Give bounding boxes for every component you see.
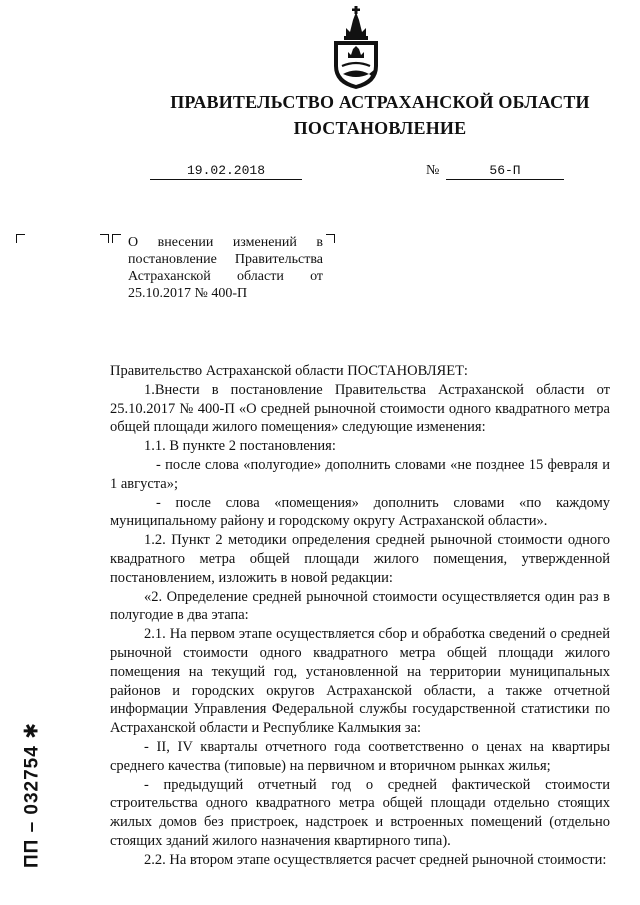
corner-mark-left: [16, 234, 25, 243]
paragraph: - предыдущий отчетный год о средней фактической стоимости строительства одного квадратного метра общей площади отдельно стоящих жилых домов без пристроек, надстроек и встроенных помещений (отдельно стоящих зданий жилого назначения квартирного типа).: [110, 776, 610, 849]
decree-number: 56-П: [446, 163, 564, 180]
paragraph: 1.2. Пункт 2 методики определения средней рыночной стоимости одного квадратного метра общей площади жилого помещения, утвержденной постановлением, изложить в новой редакции:: [110, 532, 610, 586]
paragraph: - II, IV кварталы отчетного года соответственно о ценах на квартиры среднего качества (типовые) на первичном и вторичном рынках жилья;: [110, 738, 610, 774]
coat-of-arms-icon: [328, 6, 384, 90]
serial-stamp-text: ПП – 032754 ✱: [21, 721, 43, 869]
paragraph: 1.1. В пункте 2 постановления:: [144, 438, 336, 455]
paragraph: - после слова «полугодие» дополнить словами «не позднее 15 февраля и 1 августа»;: [110, 456, 610, 492]
decree-title: ПОСТАНОВЛЕНИЕ: [293, 118, 467, 138]
paragraph: Правительство Астраханской области ПОСТАНОВЛЯЕТ:: [110, 363, 468, 379]
number-sign: №: [426, 163, 440, 178]
decree-body: [110, 362, 610, 870]
paragraph: «2. Определение средней рыночной стоимости осуществляется один раз в полугодие в два этапа:: [110, 588, 610, 624]
decree-date: 19.02.2018: [150, 163, 302, 180]
corner-mark-inner-left: [112, 234, 121, 243]
corner-mark-inner-right: [100, 234, 109, 243]
decree-subject: О внесении изменений в постановление Правительства Астраханской области от 25.10.2017 № 400-П: [128, 235, 323, 301]
corner-mark-right: [326, 234, 335, 243]
paragraph: 1.Внести в постановление Правительства Астраханской области от 25.10.2017 № 400-П «О средней рыночной стоимости одного квадратного метра общей площади жилого помещения» следующие изменения:: [110, 381, 610, 436]
paragraph: 2.1. На первом этапе осуществляется сбор и обработка сведений о средней рыночной стоимости одного квадратного метра общей площади жилого помещения на текущий год, установленной на территории муниципальных районов и городских округов Астраханской области, а также отчетной информации Управления Федеральной службы государственной статистики по Астраханской области и Республике Калмыкия за:: [110, 626, 610, 737]
serial-stamp: [2, 705, 62, 885]
paragraph: 2.2. На втором этапе осуществляется расчет средней рыночной стоимости:: [144, 851, 607, 868]
government-title: ПРАВИТЕЛЬСТВО АСТРАХАНСКОЙ ОБЛАСТИ: [170, 92, 590, 112]
paragraph: - после слова «помещения» дополнить словами «по каждому муниципальному району и городскому округу Астраханской области».: [110, 494, 610, 530]
